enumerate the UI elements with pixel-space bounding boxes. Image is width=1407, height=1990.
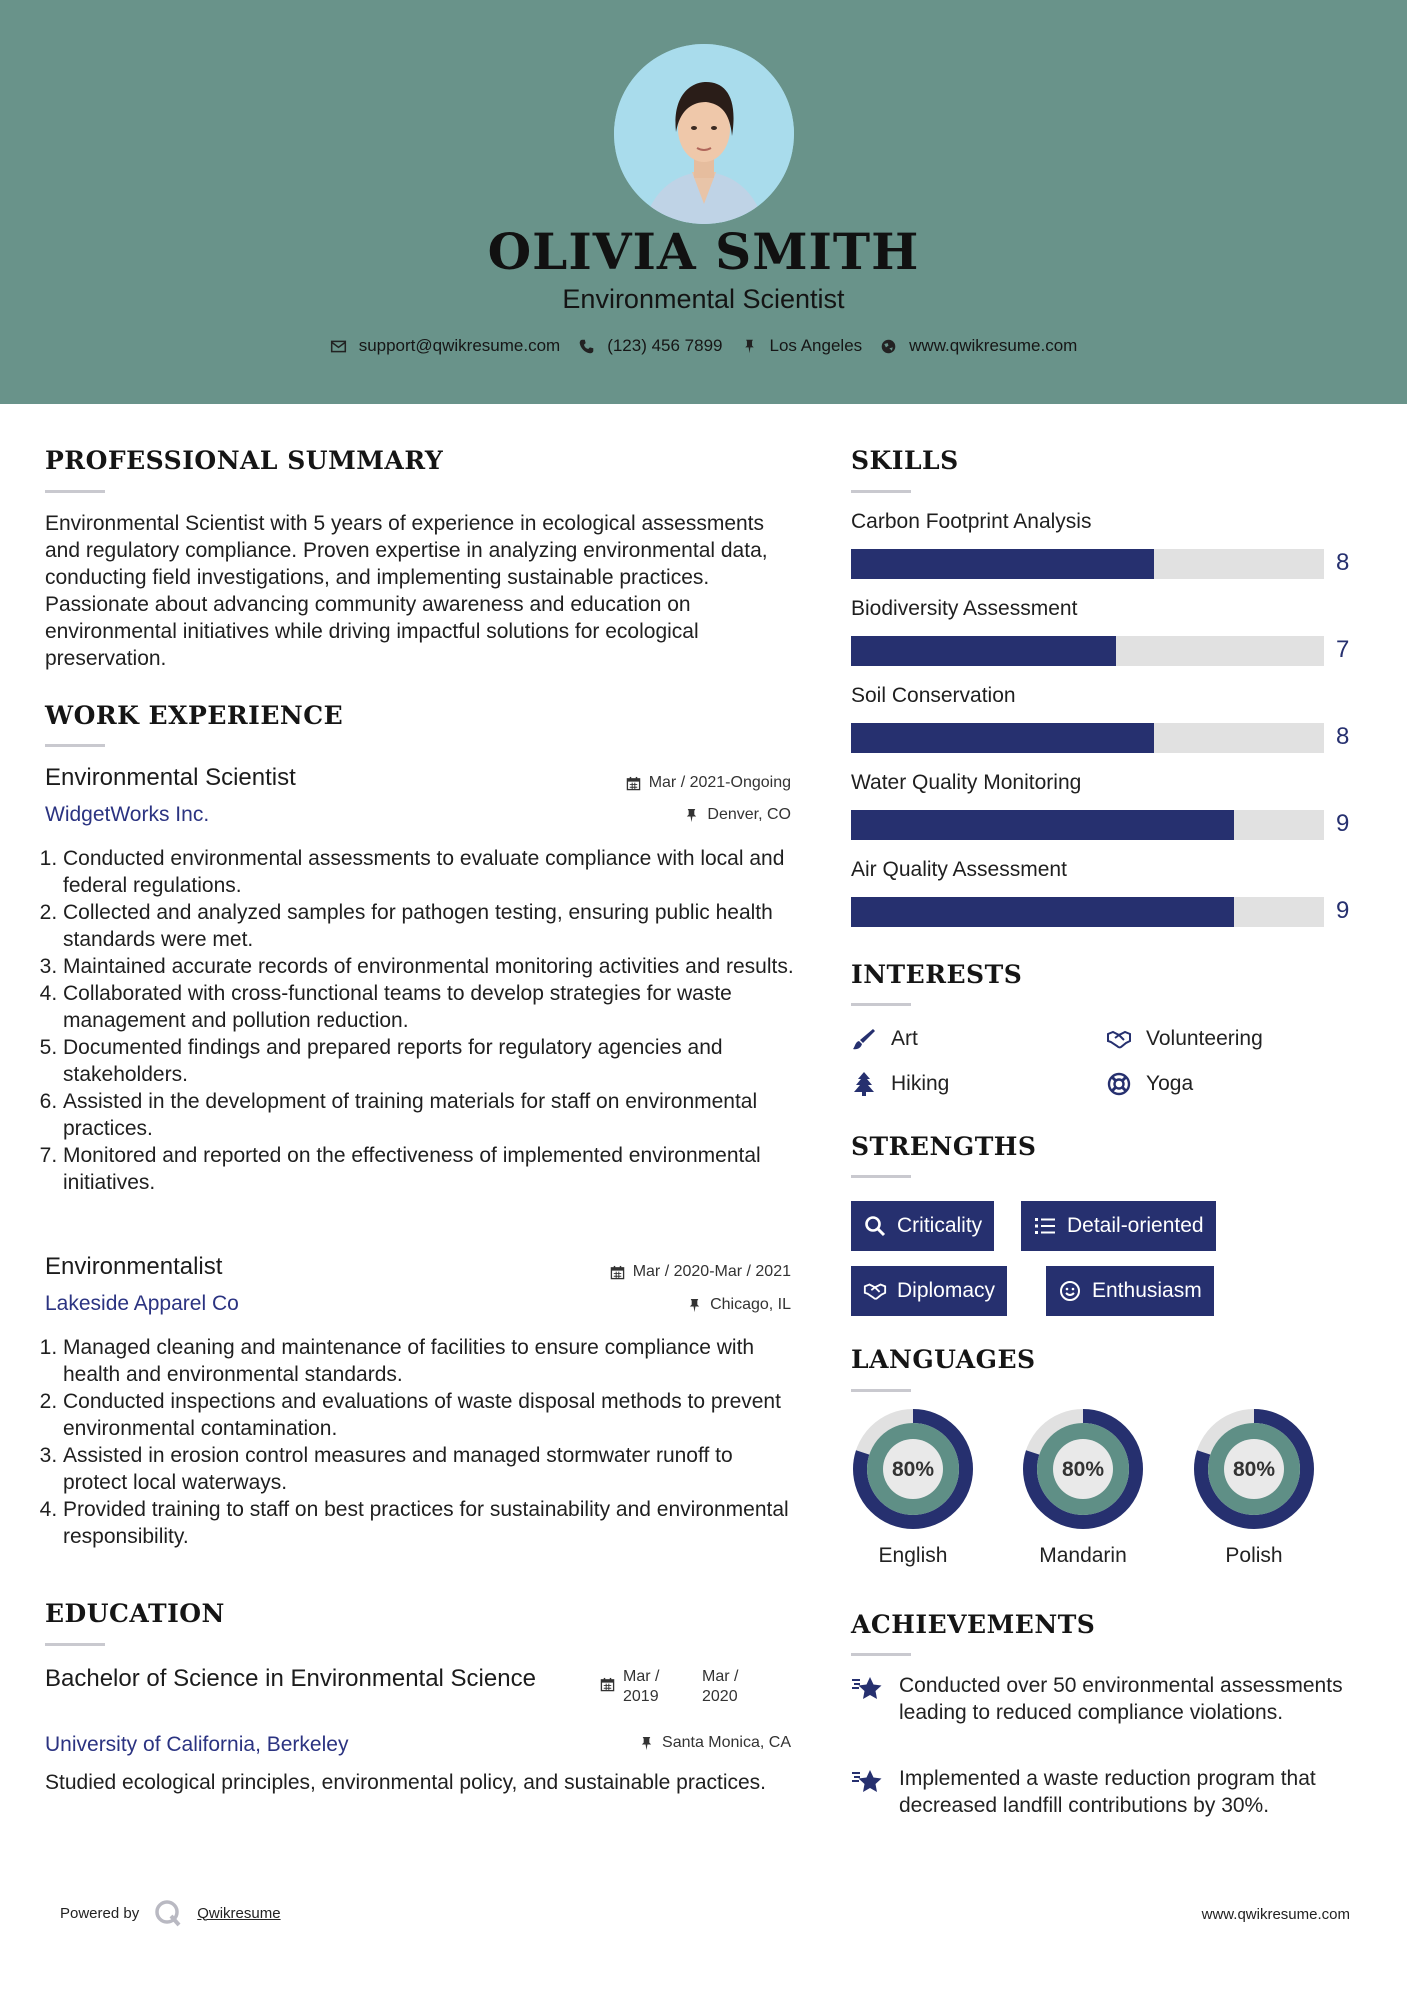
list-icon (1033, 1214, 1057, 1238)
education-dates (600, 1667, 710, 1707)
skill-name: Water Quality Monitoring (851, 771, 1082, 794)
list-item: 6. Assisted in the development of training materials for staff on environmental practices. (63, 1088, 795, 1142)
language-name: English (878, 1544, 948, 1567)
skill-value: 9 (1336, 810, 1350, 837)
interest-label: Volunteering (1146, 1027, 1263, 1050)
list-item: 4. Collaborated with cross-functional teams to develop strategies for waste management and pollution reduction. (63, 980, 795, 1034)
brand-link[interactable]: Qwikresume (197, 1904, 281, 1922)
job-duties-list (45, 1334, 795, 1550)
skill-bar-fill (851, 810, 1234, 840)
language-progress-ring (1192, 1407, 1316, 1531)
languages-rule (851, 1389, 911, 1392)
job-title: Environmentalist (45, 1253, 223, 1280)
job-dates (500, 774, 791, 792)
handshake-icon (1106, 1026, 1132, 1052)
contact-phone[interactable] (578, 336, 722, 356)
star-award-icon (851, 1767, 883, 1799)
job-dates-text: Mar / 2021-Ongoing (648, 774, 791, 791)
strength-label: Diplomacy (897, 1279, 996, 1302)
experience-rule (45, 744, 105, 747)
list-item: 3. Assisted in erosion control measures and managed stormwater runoff to protect local waterways. (63, 1442, 795, 1496)
skill-name: Carbon Footprint Analysis (851, 510, 1092, 533)
pushpin-icon (639, 1736, 654, 1751)
interests-heading: INTERESTS (851, 960, 1023, 989)
paintbrush-icon (851, 1026, 877, 1052)
calendar-icon (610, 1265, 625, 1280)
strength-label: Enthusiasm (1092, 1279, 1202, 1302)
achievement-item (851, 1765, 1371, 1819)
strength-chip (851, 1266, 1007, 1316)
contact-website-text: www.qwikresume.com (909, 336, 1078, 355)
summary-heading: PROFESSIONAL SUMMARY (45, 446, 444, 475)
job-location (500, 1296, 791, 1314)
list-item: 2. Conducted inspections and evaluations of waste disposal methods to prevent environmental contamination. (63, 1388, 795, 1442)
footer-powered-by (60, 1898, 281, 1928)
strengths-heading: STRENGTHS (851, 1132, 1037, 1161)
job-company: WidgetWorks Inc. (45, 803, 210, 826)
footer-website[interactable]: www.qwikresume.com (1201, 1906, 1350, 1923)
lifebuoy-icon (1106, 1071, 1132, 1097)
pushpin-icon (687, 1298, 702, 1313)
language-progress-ring (1021, 1407, 1145, 1531)
language-progress-ring (851, 1407, 975, 1531)
language-name: Polish (1225, 1544, 1283, 1567)
achievement-text: Conducted over 50 environmental assessments leading to reduced compliance violations. (899, 1674, 1343, 1724)
interest-yoga (1106, 1071, 1193, 1097)
summary-text: Environmental Scientist with 5 years of experience in ecological assessments and regulatory compliance. Proven expertise in analyzing environmental data, conducting field investigations, and implementing sustainable practices. Passionate about advancing community awareness and education on environmental initiatives while driving impactful solutions for ecological preservation. (45, 512, 768, 670)
strength-label: Criticality (897, 1214, 983, 1237)
job-duties-list (45, 845, 795, 1196)
job-location-text: Chicago, IL (710, 1296, 791, 1313)
calendar-icon (626, 776, 641, 791)
language-percent: 80% (1061, 1458, 1105, 1481)
strength-chip (1046, 1266, 1214, 1316)
search-icon (863, 1214, 887, 1238)
education-degree: Bachelor of Science in Environmental Science (45, 1665, 536, 1692)
qwikresume-logo-icon (153, 1898, 183, 1928)
list-item: 5. Documented findings and prepared reports for regulatory agencies and stakeholders. (63, 1034, 795, 1088)
strengths-rule (851, 1175, 911, 1178)
powered-by-text: Powered by (60, 1904, 140, 1922)
experience-heading: WORK EXPERIENCE (45, 701, 344, 730)
skill-name: Soil Conservation (851, 684, 1016, 707)
interests-rule (851, 1003, 911, 1006)
interest-hiking (851, 1071, 949, 1097)
skill-bar-fill (851, 549, 1154, 579)
skills-rule (851, 490, 911, 493)
list-item: 3. Maintained accurate records of environmental monitoring activities and results. (63, 953, 795, 980)
language-name: Mandarin (1039, 1544, 1127, 1567)
job-company: Lakeside Apparel Co (45, 1292, 239, 1315)
globe-icon (880, 338, 897, 355)
job-dates-text: Mar / 2020-Mar / 2021 (632, 1263, 791, 1280)
smile-icon (1058, 1279, 1082, 1303)
list-item: 4. Provided training to staff on best practices for sustainability and environmental responsibility. (63, 1496, 795, 1550)
education-location (500, 1734, 791, 1752)
contact-email[interactable] (330, 336, 561, 356)
skill-value: 8 (1336, 723, 1350, 750)
list-item: 2. Collected and analyzed samples for pathogen testing, ensuring public health standards were met. (63, 899, 795, 953)
interest-volunteering (1106, 1026, 1263, 1052)
profile-photo (614, 44, 794, 224)
envelope-icon (330, 338, 347, 355)
pushpin-icon (741, 338, 758, 355)
list-item: 1. Conducted environmental assessments to evaluate compliance with local and federal regulations. (63, 845, 795, 899)
skill-name: Air Quality Assessment (851, 858, 1067, 881)
contact-location (741, 336, 863, 356)
skill-value: 9 (1336, 897, 1350, 924)
achievement-text: Implemented a waste reduction program that decreased landfill contributions by 30%. (899, 1767, 1316, 1817)
calendar-icon (600, 1677, 615, 1692)
candidate-name: OLIVIA SMITH (487, 222, 920, 281)
education-heading: EDUCATION (45, 1599, 225, 1628)
language-percent: 80% (1232, 1458, 1276, 1481)
education-location-text: Santa Monica, CA (662, 1734, 791, 1751)
skill-bar-fill (851, 897, 1234, 927)
interest-label: Art (891, 1027, 918, 1050)
list-item: 1. Managed cleaning and maintenance of facilities to ensure compliance with health and environmental standards. (63, 1334, 795, 1388)
skill-value: 7 (1336, 636, 1350, 663)
interest-art (851, 1026, 918, 1052)
skill-bar-track (851, 549, 1324, 579)
education-rule (45, 1643, 105, 1646)
contact-bar (0, 336, 1407, 356)
skill-name: Biodiversity Assessment (851, 597, 1078, 620)
skills-heading: SKILLS (851, 446, 959, 475)
strength-chip (1021, 1201, 1216, 1251)
strength-chip (851, 1201, 994, 1251)
achievements-rule (851, 1653, 911, 1656)
skill-bar-fill (851, 636, 1116, 666)
skill-bar-track (851, 810, 1324, 840)
skill-bar-track (851, 723, 1324, 753)
languages-heading: LANGUAGES (851, 1345, 1036, 1374)
skill-bar-track (851, 897, 1324, 927)
phone-icon (578, 338, 595, 355)
achievement-item (851, 1672, 1371, 1726)
language-percent: 80% (891, 1458, 935, 1481)
job-location-text: Denver, CO (707, 806, 791, 823)
education-date-end: Mar / 2020 (702, 1668, 739, 1705)
job-title: Environmental Scientist (45, 764, 296, 791)
resume-header (0, 0, 1407, 404)
tree-icon (851, 1071, 877, 1097)
contact-website[interactable] (880, 336, 1077, 356)
skill-bar-track (851, 636, 1324, 666)
skill-value: 8 (1336, 549, 1350, 576)
job-dates (500, 1263, 791, 1281)
skill-bar-fill (851, 723, 1154, 753)
contact-phone-text: (123) 456 7899 (607, 336, 723, 355)
interest-label: Hiking (891, 1072, 950, 1095)
education-school: University of California, Berkeley (45, 1733, 349, 1756)
education-date-end-wrap (702, 1667, 762, 1707)
contact-email-text: support@qwikresume.com (358, 336, 561, 355)
star-award-icon (851, 1674, 883, 1706)
strength-label: Detail-oriented (1067, 1214, 1204, 1237)
list-item: 7. Monitored and reported on the effectiveness of implemented environmental initiatives. (63, 1142, 795, 1196)
education-description: Studied ecological principles, environmental policy, and sustainable practices. (45, 1771, 767, 1794)
pushpin-icon (684, 808, 699, 823)
job-location (500, 806, 791, 824)
contact-location-text: Los Angeles (769, 336, 863, 355)
summary-rule (45, 490, 105, 493)
interest-label: Yoga (1146, 1072, 1194, 1095)
candidate-title: Environmental Scientist (562, 284, 845, 314)
achievements-heading: ACHIEVEMENTS (851, 1610, 1096, 1639)
education-date-start: Mar / 2019 (623, 1668, 660, 1705)
handshake-icon (863, 1279, 887, 1303)
person-photo-icon (614, 44, 794, 224)
